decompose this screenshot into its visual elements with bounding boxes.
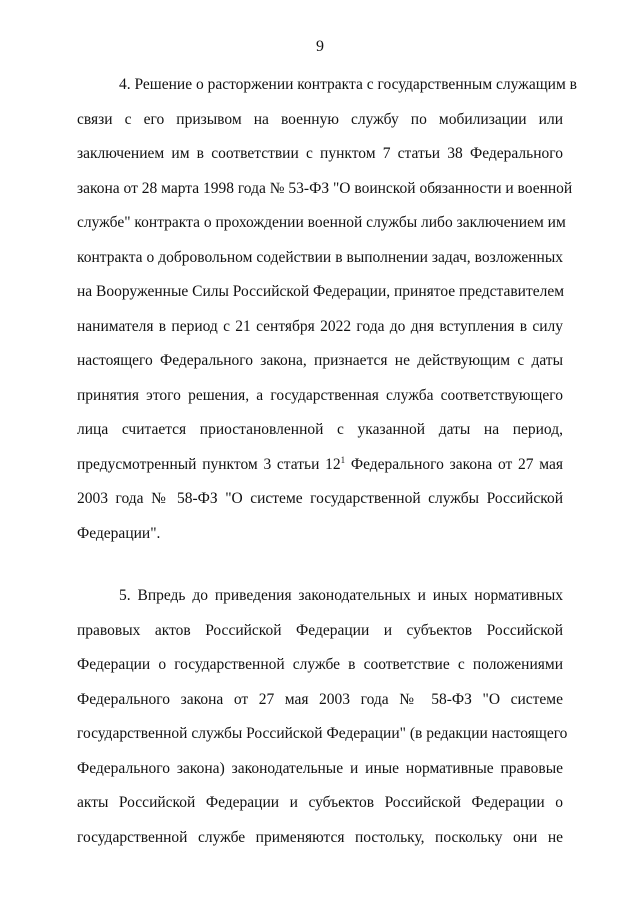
paragraph-line: Федерации". <box>77 524 161 542</box>
paragraph-line: на Вооруженные Силы Российской Федерации, принятое представителем <box>77 283 565 300</box>
document-body <box>77 68 577 855</box>
paragraph-4 <box>77 68 577 551</box>
paragraph-line: закона от 28 марта 1998 года № 53-ФЗ "О воинской обязанности и военной <box>77 179 573 197</box>
paragraph-line: Федерации о государственной службе в соответствие с положениями <box>77 656 563 673</box>
paragraph-line: акты Российской Федерации и субъектов Российской Федерации о <box>77 794 563 811</box>
line-text-before-superscript: предусмотренный пунктом 3 статьи 12 <box>77 455 341 473</box>
paragraph-line: службе" контракта о прохождении военной службы либо заключением им <box>77 214 566 231</box>
page-number: 9 <box>316 38 324 55</box>
paragraph-line: нанимателя в период с 21 сентября 2022 года до дня вступления в силу <box>77 317 563 335</box>
paragraph-line: заключением им в соответствии с пунктом 7 статьи 38 Федерального <box>77 145 563 162</box>
paragraph-line: правовых актов Российской Федерации и субъектов Российской <box>77 621 563 639</box>
paragraph-line: 4. Решение о расторжении контракта с государственным служащим в <box>119 76 577 93</box>
paragraph-line: принятия этого решения, а государственная служба соответствующего <box>77 386 563 404</box>
paragraph-line: лица считается приостановленной с указанной даты на период, <box>77 421 563 438</box>
line-text-after-superscript: Федерального закона от 27 мая <box>345 455 563 473</box>
paragraph-line: государственной службы Российской Федерации" (в редакции настоящего <box>77 725 568 742</box>
paragraph-line: Федерального закона от 27 мая 2003 года № 58-ФЗ "О системе <box>77 690 563 708</box>
paragraph-line: 2003 года № 58-ФЗ "О системе государственной службы Российской <box>77 490 563 507</box>
paragraph-line: связи с его призывом на военную службу по мобилизации или <box>77 110 563 128</box>
paragraph-line: государственной службе применяются постольку, поскольку они не <box>77 828 563 846</box>
paragraph-line: контракта о добровольном содействии в выполнении задач, возложенных <box>77 248 563 266</box>
paragraph-line: настоящего Федерального закона, признается не действующим с даты <box>77 352 563 369</box>
paragraph-line: 5. Впредь до приведения законодательных и иных нормативных <box>119 587 563 604</box>
paragraph-5 <box>77 579 568 855</box>
paragraph-line-with-footnote <box>77 448 563 483</box>
paragraph-line: Федерального закона) законодательные и иные нормативные правовые <box>77 759 563 777</box>
superscript-article-index: 1 <box>340 454 346 465</box>
